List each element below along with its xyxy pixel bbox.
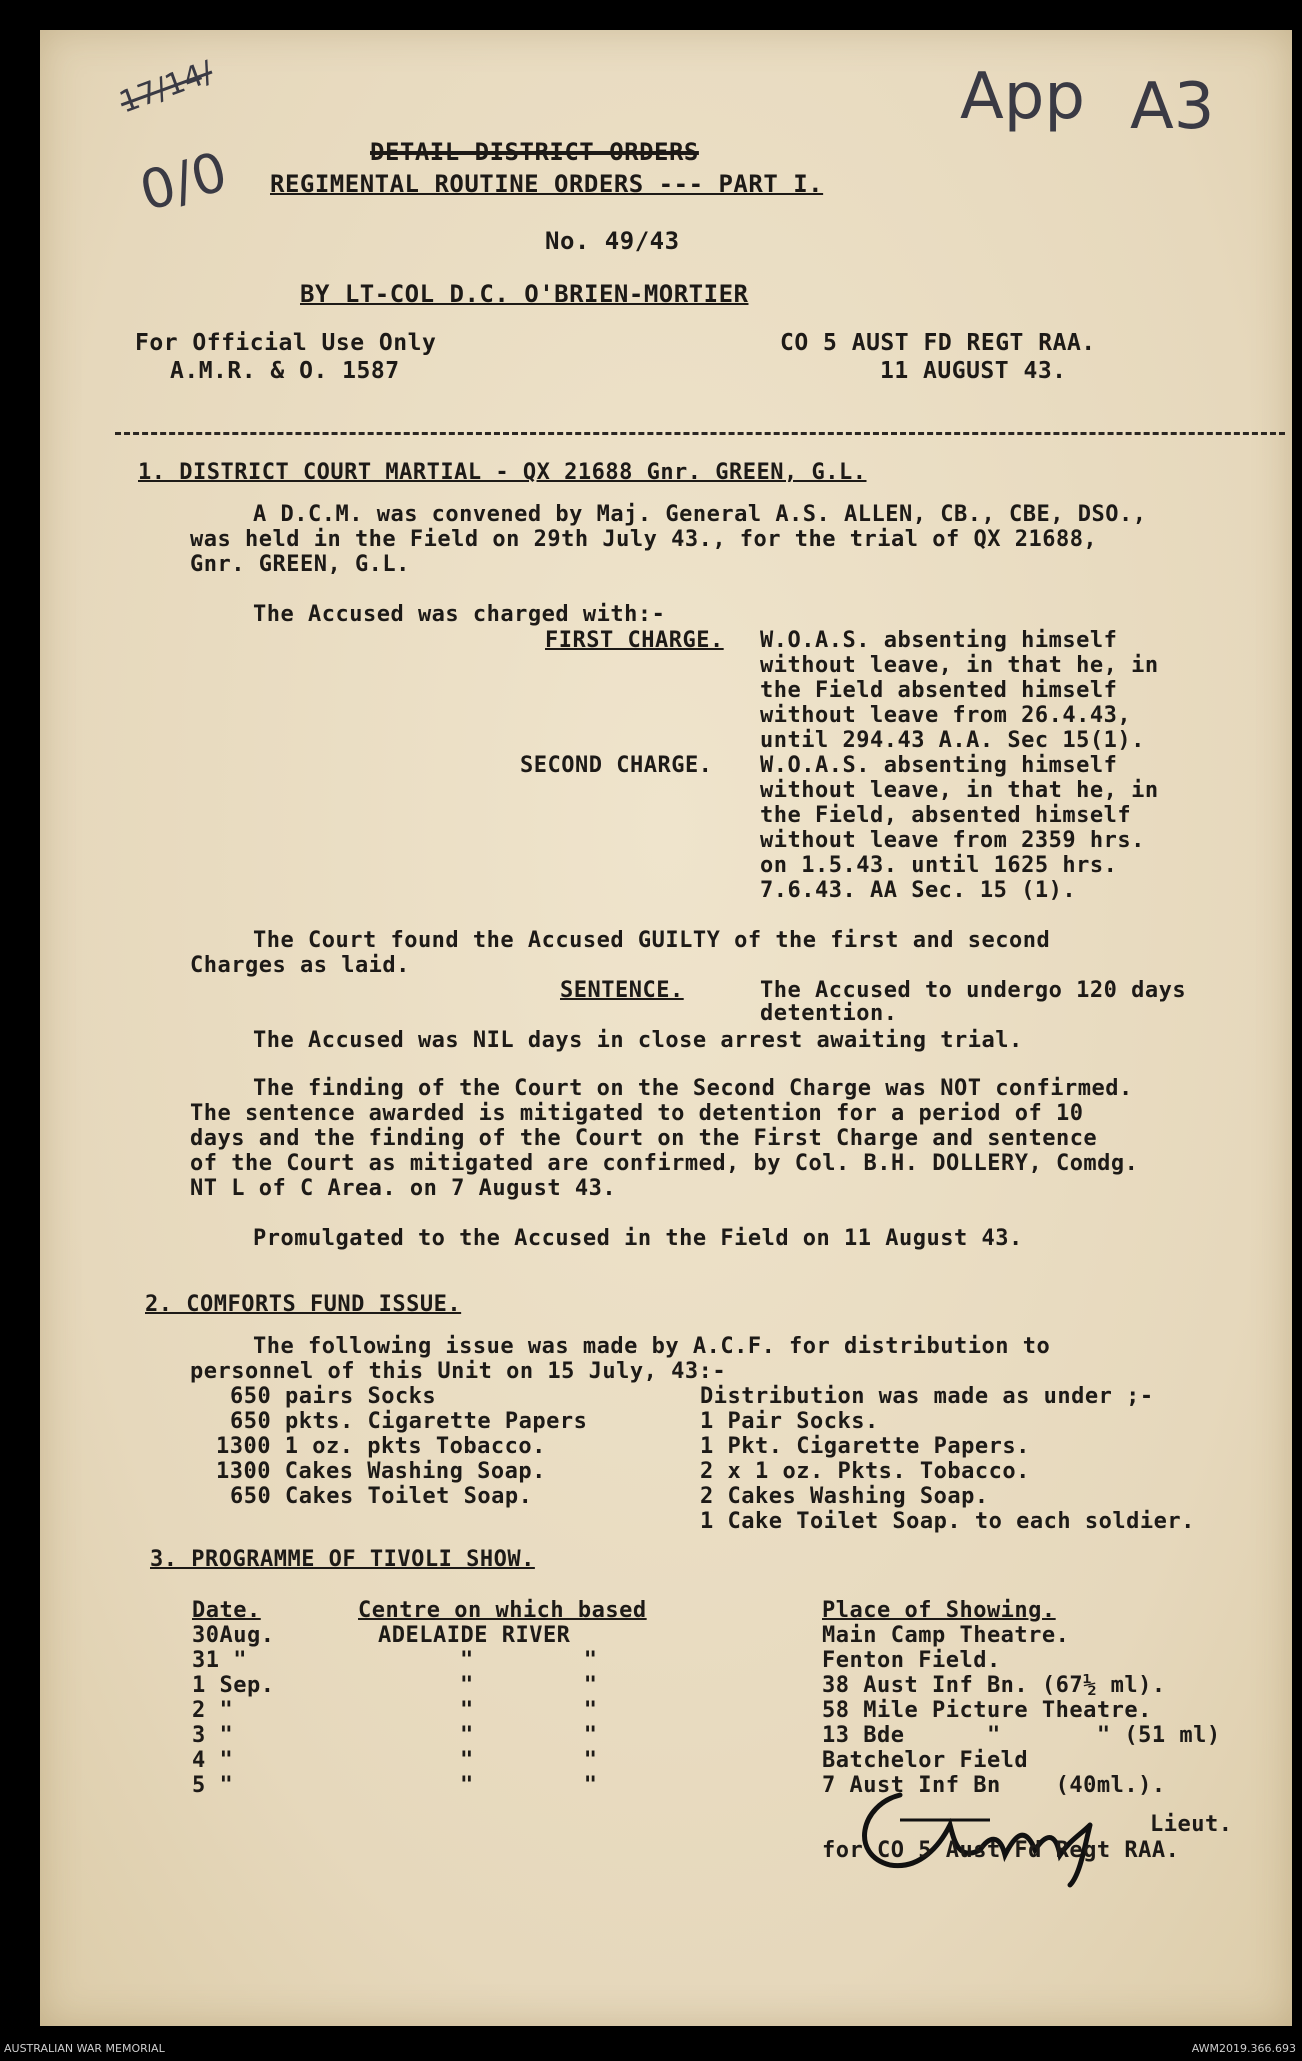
header-line2: REGIMENTAL ROUTINE ORDERS --- PART I. <box>270 170 824 198</box>
show-place: 13 Bde " " (51 ml) <box>822 1723 1221 1748</box>
second-charge-line: on 1.5.43. until 1625 hrs. <box>760 853 1118 878</box>
handwritten-signature <box>840 1765 1160 1895</box>
first-charge-label: FIRST CHARGE. <box>545 628 724 653</box>
issue-item: 650 pkts. Cigarette Papers <box>230 1409 588 1434</box>
header-divider <box>115 432 1285 435</box>
document-page <box>40 30 1292 2026</box>
promulgated-line: Promulgated to the Accused in the Field on 11 August 43. <box>253 1226 1023 1251</box>
second-charge-line: W.O.A.S. absenting himself <box>760 753 1118 778</box>
show-place: 38 Aust Inf Bn. (67½ ml). <box>822 1673 1166 1698</box>
col-date-header: Date. <box>192 1598 261 1623</box>
section1-para1-line1: A D.C.M. was convened by Maj. General A.S. ALLEN, CB., CBE, DSO., <box>253 502 1147 527</box>
first-charge-line: without leave, in that he, in <box>760 653 1159 678</box>
order-date: 11 AUGUST 43. <box>880 358 1067 384</box>
section2-intro-line: personnel of this Unit on 15 July, 43:- <box>190 1359 727 1384</box>
section2-intro-line: The following issue was made by A.C.F. for distribution to <box>253 1334 1051 1359</box>
issue-item: 650 Cakes Toilet Soap. <box>230 1484 533 1509</box>
issue-item: 650 pairs Socks <box>230 1384 437 1409</box>
handwritten-a3: A3 <box>1130 70 1215 144</box>
second-charge-line: 7.6.43. AA Sec. 15 (1). <box>760 878 1077 903</box>
distribution-line: 1 Cake Toilet Soap. to each soldier. <box>700 1509 1195 1534</box>
commanding-officer: BY LT-COL D.C. O'BRIEN-MORTIER <box>300 280 749 308</box>
show-date: 4 " <box>192 1748 234 1773</box>
show-date: 3 " <box>192 1723 234 1748</box>
confirmation-line: NT L of C Area. on 7 August 43. <box>190 1176 617 1201</box>
show-centre: " " <box>460 1673 598 1698</box>
section3-heading: 3. PROGRAMME OF TIVOLI SHOW. <box>150 1547 535 1572</box>
amr-reference: A.M.R. & O. 1587 <box>170 358 400 384</box>
second-charge-line: without leave from 2359 hrs. <box>760 828 1145 853</box>
issue-item: 1300 Cakes Washing Soap. <box>216 1459 546 1484</box>
finding-line: The Court found the Accused GUILTY of the first and second <box>253 928 1051 953</box>
show-centre: " " <box>460 1648 598 1673</box>
show-place: Fenton Field. <box>822 1648 1001 1673</box>
arrest-line: The Accused was NIL days in close arrest awaiting trial. <box>253 1028 1023 1053</box>
col-place-header: Place of Showing. <box>822 1598 1056 1623</box>
footer-institution: AUSTRALIAN WAR MEMORIAL <box>4 2042 165 2055</box>
col-centre-header: Centre on which based <box>358 1598 647 1623</box>
section1-heading: 1. DISTRICT COURT MARTIAL - QX 21688 Gnr. GREEN, G.L. <box>138 460 867 485</box>
order-number: No. 49/43 <box>545 227 680 255</box>
show-place: 7 Aust Inf Bn (40ml.). <box>822 1773 1166 1798</box>
distribution-line: 1 Pkt. Cigarette Papers. <box>700 1434 1030 1459</box>
handwritten-app: App <box>960 60 1086 134</box>
show-date: 1 Sep. <box>192 1673 275 1698</box>
distribution-line: 1 Pair Socks. <box>700 1409 879 1434</box>
signature-rank: Lieut. <box>1150 1812 1233 1837</box>
show-centre: " " <box>460 1698 598 1723</box>
first-charge-line: without leave from 26.4.43, <box>760 703 1132 728</box>
second-charge-line: without leave, in that he, in <box>760 778 1159 803</box>
handwritten-scribble: 17/14/ <box>114 54 218 121</box>
header-line1: DETAIL DISTRICT ORDERS <box>370 138 699 166</box>
section2-heading: 2. COMFORTS FUND ISSUE. <box>145 1292 462 1317</box>
show-date: 2 " <box>192 1698 234 1723</box>
confirmation-line: The sentence awarded is mitigated to detention for a period of 10 <box>190 1101 1084 1126</box>
issue-item: 1300 1 oz. pkts Tobacco. <box>216 1434 546 1459</box>
show-date: 31 " <box>192 1648 247 1673</box>
show-place: Main Camp Theatre. <box>822 1623 1070 1648</box>
show-centre: " " <box>460 1748 598 1773</box>
distribution-line: 2 x 1 oz. Pkts. Tobacco. <box>700 1459 1030 1484</box>
unit-name: CO 5 AUST FD REGT RAA. <box>780 330 1096 356</box>
section1-para1-line3: Gnr. GREEN, G.L. <box>190 552 410 577</box>
show-date: 30Aug. <box>192 1623 275 1648</box>
first-charge-line: W.O.A.S. absenting himself <box>760 628 1118 653</box>
charged-with: The Accused was charged with:- <box>253 602 666 627</box>
distribution-line: Distribution was made as under ;- <box>700 1384 1154 1409</box>
first-charge-line: until 294.43 A.A. Sec 15(1). <box>760 728 1145 753</box>
footer-accession: AWM2019.366.693 <box>1191 2042 1296 2055</box>
show-centre: ADELAIDE RIVER <box>378 1623 571 1648</box>
show-centre: " " <box>460 1723 598 1748</box>
first-charge-line: the Field absented himself <box>760 678 1118 703</box>
section1-para1-line2: was held in the Field on 29th July 43., for the trial of QX 21688, <box>190 527 1098 552</box>
second-charge-line: the Field, absented himself <box>760 803 1132 828</box>
distribution-line: 2 Cakes Washing Soap. <box>700 1484 989 1509</box>
signature-for-line: for CO 5 Aust Fd Regt RAA. <box>822 1838 1180 1863</box>
handwritten-mark: 0/0 <box>133 139 234 224</box>
sentence-line: detention. <box>760 1001 898 1026</box>
confirmation-line: The finding of the Court on the Second Charge was NOT confirmed. <box>253 1076 1133 1101</box>
show-place: Batchelor Field <box>822 1748 1029 1773</box>
show-date: 5 " <box>192 1773 234 1798</box>
sentence-line: The Accused to undergo 120 days <box>760 978 1187 1003</box>
confirmation-line: of the Court as mitigated are confirmed, by Col. B.H. DOLLERY, Comdg. <box>190 1151 1139 1176</box>
official-use: For Official Use Only <box>135 330 437 356</box>
sentence-label: SENTENCE. <box>560 978 684 1003</box>
confirmation-line: days and the finding of the Court on the First Charge and sentence <box>190 1126 1098 1151</box>
second-charge-label: SECOND CHARGE. <box>520 753 713 778</box>
show-place: 58 Mile Picture Theatre. <box>822 1698 1152 1723</box>
finding-line: Charges as laid. <box>190 953 410 978</box>
show-centre: " " <box>460 1773 598 1798</box>
